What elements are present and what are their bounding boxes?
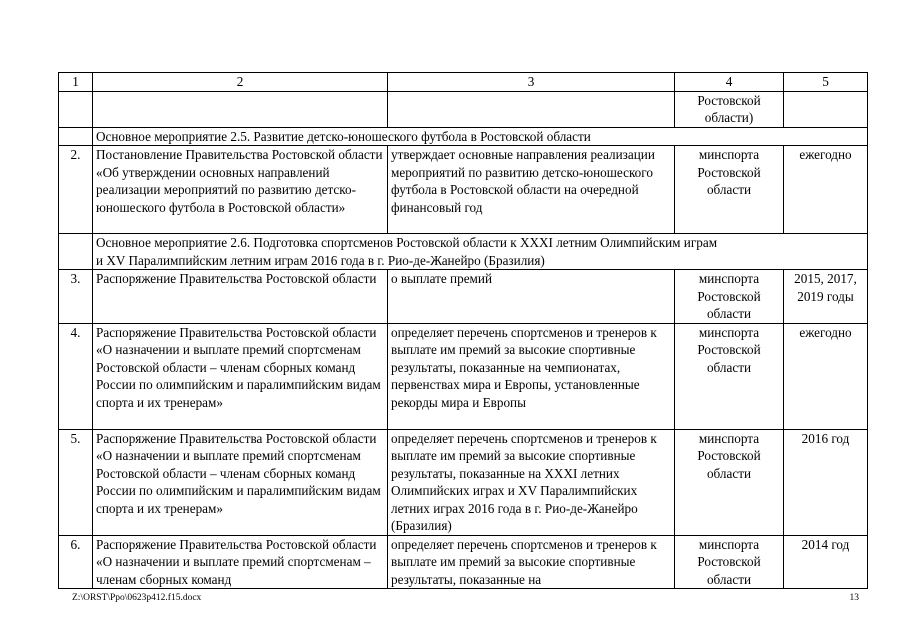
table-row [59,270,868,324]
row-document: Постановление Правительства Ростовской области «Об утверждении основных направлений реализации мероприятий по развитию детско-юношеского футбола в Ростовской области» [93,146,388,234]
row-document: Распоряжение Правительства Ростовской области «О назначении и выплате премий спортсменам – членам сборных команд [93,535,388,589]
row-organization: минспорта Ростовской области [675,146,784,234]
row-number: 6. [59,535,93,589]
header-cell-1: 1 [59,73,93,92]
continuation-cell-3 [388,91,675,127]
header-cell-5: 5 [784,73,868,92]
table-row [59,146,868,234]
row-description: определяет перечень спортсменов и тренеров к выплате им премий за высокие спортивные результаты, показанные на XXXI летних Олимпийских играх и XV Паралимпийских летних играх 2016 года в г. Рио-де-Жанейро (Бразилия) [388,429,675,535]
row-term: 2014 год [784,535,868,589]
continuation-cell-5 [784,91,868,127]
section-num-cell [59,127,93,146]
document-table [58,72,868,589]
footer-page-number: 13 [849,593,859,603]
table-row [59,323,868,429]
row-document: Распоряжение Правительства Ростовской области «О назначении и выплате премий спортсменам Ростовской области – членам сборных команд России по олимпийским и паралимпийским видам спорта и их тренерам» [93,429,388,535]
continuation-org: Ростовской области) [675,91,784,127]
continuation-cell-1 [59,91,93,127]
header-cell-3: 3 [388,73,675,92]
row-organization: минспорта Ростовской области [675,270,784,324]
row-term: 2015, 2017, 2019 годы [784,270,868,324]
row-term: ежегодно [784,146,868,234]
table-row [59,429,868,535]
row-organization: минспорта Ростовской области [675,429,784,535]
table-row [59,535,868,589]
section-num-cell [59,234,93,270]
row-term: 2016 год [784,429,868,535]
continuation-cell-2 [93,91,388,127]
row-document: Распоряжение Правительства Ростовской области «О назначении и выплате премий спортсменам Ростовской области – членам сборных команд России по олимпийским и паралимпийским видам спорта и их тренерам» [93,323,388,429]
header-cell-2: 2 [93,73,388,92]
row-description: утверждает основные направления реализации мероприятий по развитию детско-юношеского футбола в Ростовской области на очередной финансовый год [388,146,675,234]
header-cell-4: 4 [675,73,784,92]
section-row [59,234,868,270]
row-organization: минспорта Ростовской области [675,535,784,589]
row-number: 3. [59,270,93,324]
row-number: 4. [59,323,93,429]
row-number: 5. [59,429,93,535]
row-description: о выплате премий [388,270,675,324]
row-number: 2. [59,146,93,234]
footer-file-path: Z:\ORST\Ppo\0623p412.f15.docx [72,593,202,603]
continuation-row [59,91,868,127]
row-description: определяет перечень спортсменов и тренеров к выплате им премий за высокие спортивные результаты, показанные на [388,535,675,589]
section-title: Основное мероприятие 2.6. Подготовка спортсменов Ростовской области к XXXI летним Олимпийским играм и XV Паралимпийским летним играм 2016 года в г. Рио-де-Жанейро (Бразилия) [93,234,868,270]
table-header-row [59,73,868,92]
row-term: ежегодно [784,323,868,429]
row-organization: минспорта Ростовской области [675,323,784,429]
section-title: Основное мероприятие 2.5. Развитие детско-юношеского футбола в Ростовской области [93,127,868,146]
section-row [59,127,868,146]
row-document: Распоряжение Правительства Ростовской области [93,270,388,324]
row-description: определяет перечень спортсменов и тренеров к выплате им премий за высокие спортивные результаты, показанные на чемпионатах, первенствах мира и Европы, установленные рекорды мира и Европы [388,323,675,429]
